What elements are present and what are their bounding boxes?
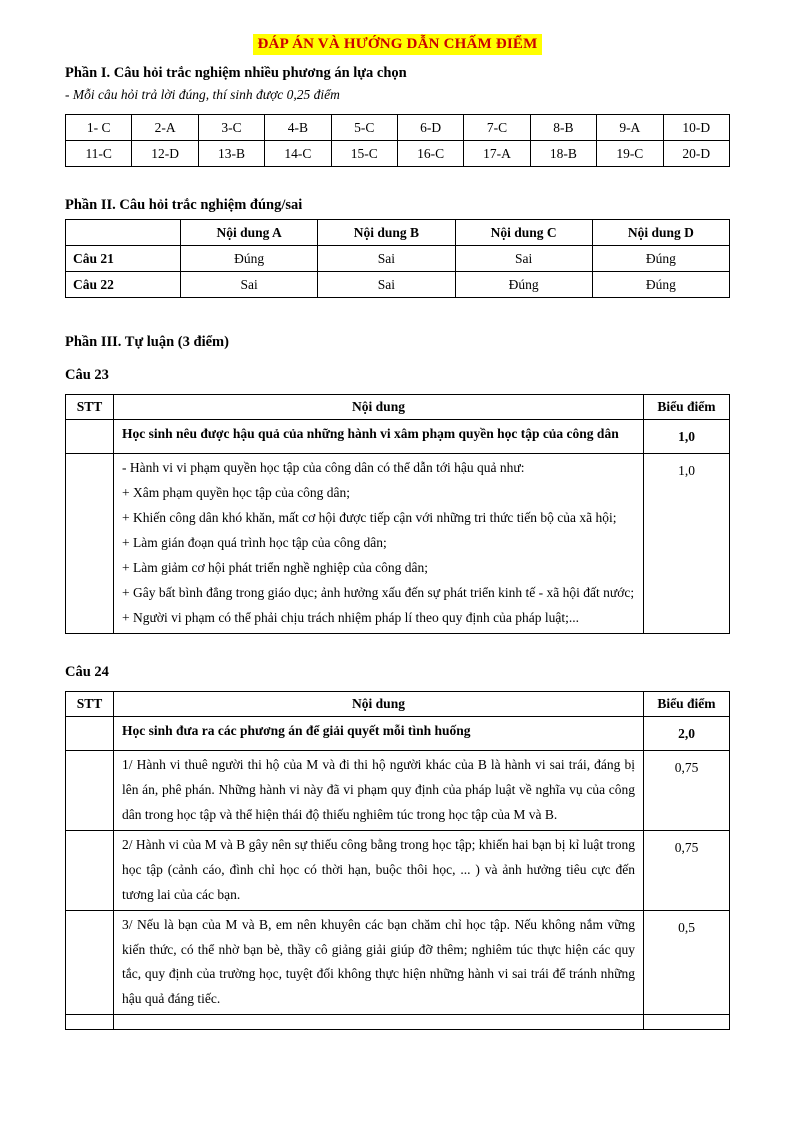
document-title-text: ĐÁP ÁN VÀ HƯỚNG DẪN CHẤM ĐIỂM [253, 34, 543, 55]
mc-answer-cell: 5-C [331, 115, 397, 141]
score-cell: 2,0 [644, 716, 730, 750]
content-cell [114, 750, 644, 830]
paragraph: Học sinh nêu được hậu quả của những hành vi xâm phạm quyền học tập của công dân [122, 426, 619, 441]
mc-answer-cell: 1- C [66, 115, 132, 141]
mc-answer-cell: 8-B [530, 115, 596, 141]
part1-heading: Phần I. Câu hỏi trắc nghiệm nhiều phương án lựa chọn [65, 65, 407, 81]
mc-answer-cell: 2-A [132, 115, 198, 141]
paragraph: + Làm gián đoạn quá trình học tập của công dân; [122, 534, 387, 550]
tf-row-label: Câu 21 [66, 246, 181, 272]
cau24-row [66, 830, 730, 910]
tf-column-header: Nội dung A [181, 220, 318, 246]
tf-value-cell: Đúng [592, 246, 729, 272]
mc-answer-cell: 10-D [663, 115, 729, 141]
score-cell: 0,5 [644, 910, 730, 1015]
cau24-column-header: Nội dung [114, 691, 644, 716]
score-cell: 1,0 [644, 453, 730, 633]
mc-answer-cell: 19-C [597, 141, 663, 167]
score-cell: 1,0 [644, 420, 730, 454]
content-cell [114, 1015, 644, 1030]
part1-note: - Mỗi câu hỏi trả lời đúng, thí sinh được 0,25 điểm [65, 87, 340, 102]
cau23-row [66, 453, 730, 633]
stt-cell [66, 716, 114, 750]
mc-answer-cell: 18-B [530, 141, 596, 167]
document-title [65, 34, 730, 55]
cau23-row [66, 420, 730, 454]
cau24-row [66, 750, 730, 830]
mc-answer-cell: 3-C [198, 115, 264, 141]
content-cell [114, 910, 644, 1015]
paragraph: + Người vi phạm có thể phải chịu trách nhiệm pháp lí theo quy định của pháp luật;... [122, 609, 579, 625]
tf-value-cell: Đúng [181, 246, 318, 272]
tf-column-header: Nội dung B [318, 220, 455, 246]
paragraph: Học sinh đưa ra các phương án để giải quyết mỗi tình huống [122, 722, 471, 738]
paragraph: + Gây bất bình đẳng trong giáo dục; ảnh hưởng xấu đến sự phát triển kinh tế - xã hội đất nước; [122, 584, 635, 600]
cau24-row [66, 716, 730, 750]
cau23-header-row [66, 395, 730, 420]
stt-cell [66, 1015, 114, 1030]
paragraph: 2/ Hành vi của M và B gây nên sự thiếu công bằng trong học tập; khiến hai bạn bị kỉ luật trong học tập (cảnh cáo, đình chỉ học có thời hạn, buộc thôi học, ... ) và ảnh hưởng tiêu cực đến tương lai của các bạn. [122, 836, 635, 902]
cau23-column-header: Biểu điểm [644, 395, 730, 420]
cau23-table [65, 394, 730, 634]
stt-cell [66, 750, 114, 830]
cau24-label: Câu 24 [65, 663, 109, 680]
mc-answer-cell: 9-A [597, 115, 663, 141]
mc-answer-cell: 12-D [132, 141, 198, 167]
mc-answer-cell: 6-D [397, 115, 463, 141]
mc-answer-cell: 20-D [663, 141, 729, 167]
mc-answer-cell: 11-C [66, 141, 132, 167]
mc-answer-table [65, 114, 730, 167]
cau24-column-header: Biểu điểm [644, 691, 730, 716]
mc-answer-cell: 4-B [265, 115, 331, 141]
cau23-table-body [66, 420, 730, 634]
mc-answer-cell: 17-A [464, 141, 530, 167]
paragraph: + Xâm phạm quyền học tập của công dân; [122, 484, 351, 500]
paragraph: + Khiến công dân khó khăn, mất cơ hội được tiếp cận với những tri thức tiến bộ của xã hội; [122, 509, 617, 525]
content-cell [114, 420, 644, 454]
stt-cell [66, 910, 114, 1015]
tf-value-cell: Đúng [455, 272, 592, 298]
mc-answer-cell: 13-B [198, 141, 264, 167]
tf-value-cell: Đúng [592, 272, 729, 298]
stt-cell [66, 453, 114, 633]
tf-value-cell: Sai [181, 272, 318, 298]
cau24-table-body [66, 716, 730, 1030]
cau23-column-header: STT [66, 395, 114, 420]
tf-row [66, 246, 730, 272]
stt-cell [66, 420, 114, 454]
tf-value-cell: Sai [455, 246, 592, 272]
mc-answer-table-body [66, 115, 730, 167]
mc-answer-cell: 7-C [464, 115, 530, 141]
tf-value-cell: Sai [318, 246, 455, 272]
part3-heading: Phần III. Tự luận (3 điểm) [65, 334, 229, 350]
mc-answer-row [66, 141, 730, 167]
paragraph: + Làm giảm cơ hội phát triển nghề nghiệp của công dân; [122, 559, 429, 575]
mc-answer-cell: 14-C [265, 141, 331, 167]
paragraph: 1/ Hành vi thuê người thi hộ của M và đi thi hộ người khác của B là hành vi sai trái, đáng bị lên án, phê phán. Những hành vi này đã vi phạm quy định của pháp luật về nghĩa vụ của công dân trong học tập và thể hiện thái độ thiếu nghiêm túc trong học tập của M và B. [122, 756, 635, 822]
content-cell [114, 453, 644, 633]
tf-header-row [66, 220, 730, 246]
cau23-label: Câu 23 [65, 367, 109, 383]
tf-value-cell: Sai [318, 272, 455, 298]
score-cell: 0,75 [644, 830, 730, 910]
mc-answer-row [66, 115, 730, 141]
mc-answer-cell: 16-C [397, 141, 463, 167]
tf-table-body [66, 246, 730, 298]
score-cell [644, 1015, 730, 1030]
cau23-column-header: Nội dung [114, 395, 644, 420]
paragraph: 3/ Nếu là bạn của M và B, em nên khuyên các bạn chăm chỉ học tập. Nếu không nắm vững kiến thức, có thể nhờ bạn bè, thầy cô giảng giải giúp đỡ thêm; nghiêm túc thực hiện các quy tắc, quy định của trường học, tuyệt đối không thực hiện những hành vi sai trái để tránh những hậu quả đáng tiếc. [122, 916, 635, 1007]
tf-column-header [66, 220, 181, 246]
content-cell [114, 830, 644, 910]
cau24-column-header: STT [66, 691, 114, 716]
tf-table [65, 219, 730, 298]
mc-answer-cell: 15-C [331, 141, 397, 167]
cau24-row [66, 1015, 730, 1030]
cau24-header-row [66, 691, 730, 716]
stt-cell [66, 830, 114, 910]
part2-heading: Phần II. Câu hỏi trắc nghiệm đúng/sai [65, 197, 303, 213]
cau24-block [65, 664, 730, 1031]
tf-row [66, 272, 730, 298]
tf-column-header: Nội dung C [455, 220, 592, 246]
cau24-row [66, 910, 730, 1015]
tf-column-header: Nội dung D [592, 220, 729, 246]
cau24-table [65, 691, 730, 1031]
paragraph: - Hành vi vi phạm quyền học tập của công dân có thể dẫn tới hậu quả như: [122, 459, 525, 475]
content-cell [114, 716, 644, 750]
score-cell: 0,75 [644, 750, 730, 830]
tf-row-label: Câu 22 [66, 272, 181, 298]
